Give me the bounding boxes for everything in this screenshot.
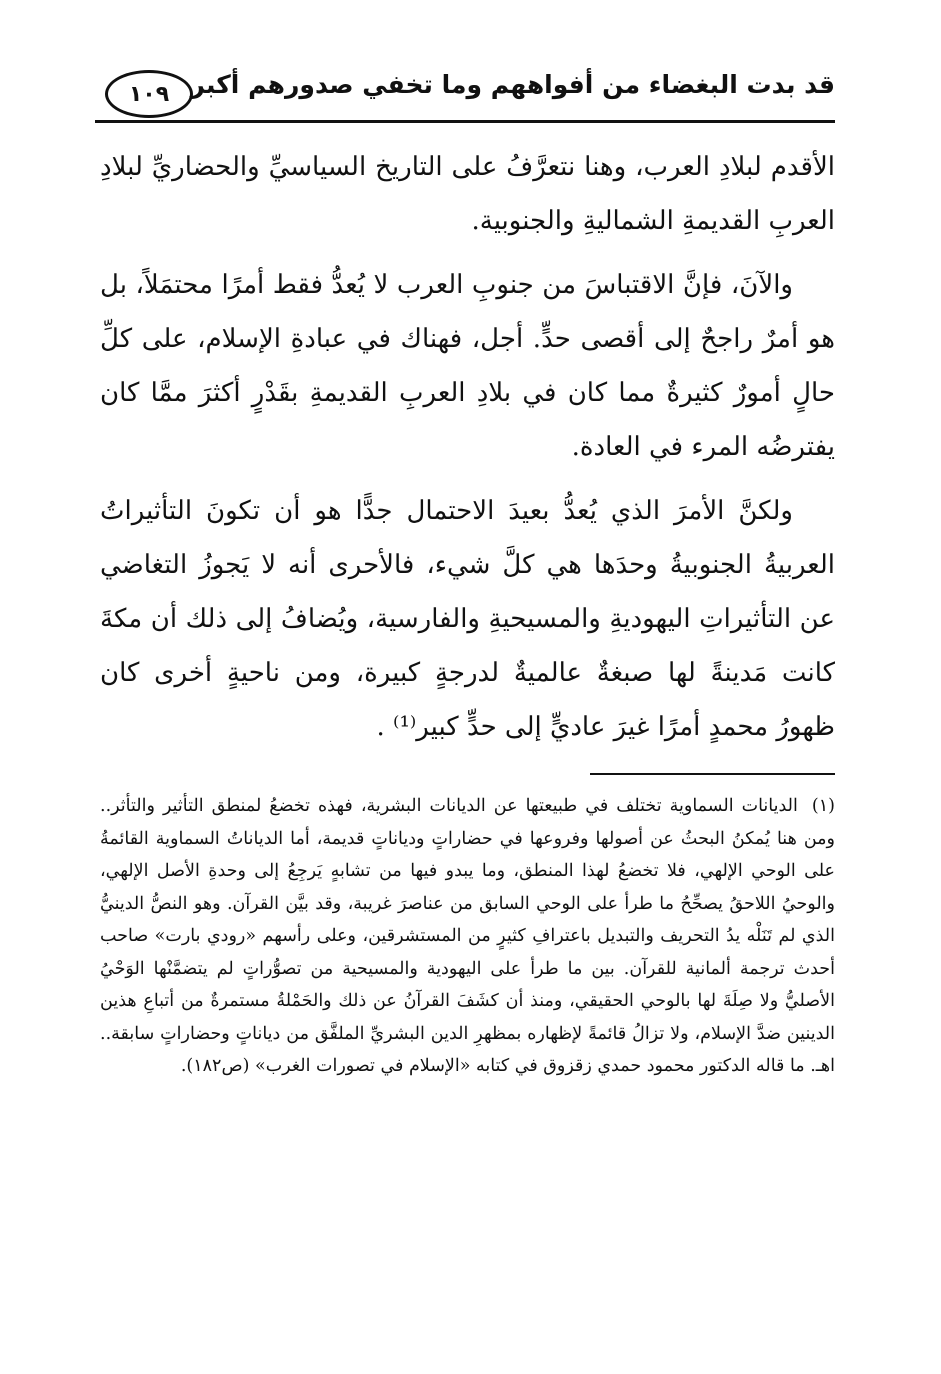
page-number-badge: ١٠٩: [105, 70, 193, 118]
header-rule: [95, 120, 835, 123]
footnote-text: الديانات السماوية تختلف في طبيعتها عن الديانات البشرية، فهذه تخضعُ لمنطق التأثير والتأثر.. ومن هنا يُمكنُ البحثُ عن أصولها وفروعها في حضاراتٍ ودياناتٍ قديمة، أما الدياناتُ السماوية القائمةُ على الوحي الإلهي، فلا تخضعُ لهذا المنطق، وما يبدو فيها من تشابهٍ يَرجِعُ إلى وحدةِ الأصل الإلهي، والوحيُ اللاحقُ يصحِّحُ ما طرأ على الوحي السابق من عناصرَ غريبة، وقد بيَّن القرآن. وهو النصُّ الدينيُّ الذي لم تَنَلْه يدُ التحريف والتبديل باعترافِ كثيرٍ من المستشرقين، وعلى رأسهم «رودي بارت» صاحب أحدث ترجمة ألمانية للقرآن. بين ما طرأ على اليهودية والمسيحية من تصوُّراتٍ لم يتضمَّنْها الوَحْيُ الأصليُّ ولا صِلَةَ لها بالوحي الحقيقي، ومنذ أن كشَفَ القرآنُ عن ذلك والحَمْلةُ مستمرةٌ من أتباعِ هذين الدينين ضدَّ الإسلام، ولا تزالُ قائمةً لإظهاره بمظهرِ الدين البشريِّ الملفَّق من دياناتٍ وحضاراتٍ سابقة.. اهـ. ما قاله الدكتور محمود حمدي زقزوق في كتابه «الإسلام في تصورات الغرب» (ص١٨٢).: [100, 796, 835, 1076]
body-paragraph: ولكنَّ الأمرَ الذي يُعدُّ بعيدَ الاحتمال جدًّا هو أن تكونَ التأثيراتُ العربيةُ الجنوبيةُ وحدَها هي كلَّ شيء، فالأحرى أنه لا يَجوزُ التغاضي عن التأثيراتِ اليهوديةِ والمسيحيةِ والفارسية، ويُضافُ إلى ذلك أن مكةَ كانت مَدينةً لها صبغةٌ عالميةٌ لدرجةٍ كبيرة، ومن ناحيةٍ أخرى كان ظهورُ محمدٍ أمرًا غيرَ عاديٍّ إلى حدٍّ كبير⁽¹⁾ .: [100, 496, 835, 742]
body-paragraph: الأقدم لبلادِ العرب، وهنا نتعرَّفُ على التاريخ السياسيِّ والحضاريِّ لبلادِ العربِ القديمةِ الشماليةِ والجنوبية.: [100, 152, 835, 236]
running-title: قد بدت البغضاء من أفواههم وما تخفي صدورهم أكبر: [190, 70, 835, 99]
footnote-marker: (١): [811, 796, 835, 816]
page-header: [95, 62, 835, 126]
main-text: [100, 140, 835, 764]
footnote: [100, 790, 835, 1083]
body-paragraph: والآنَ، فإنَّ الاقتباسَ من جنوبِ العرب لا يُعدُّ فقط أمرًا محتمَلاً، بل هو أمرٌ راجحٌ إلى أقصى حدٍّ. أجل، فهناك في عبادةِ الإسلام، على كلِّ حالٍ أمورٌ كثيرةٌ مما كان في بلادِ العربِ القديمةِ بقَدْرٍ أكثرَ ممَّا كان يفترضُه المرء في العادة.: [100, 270, 835, 462]
footnote-separator: [590, 773, 835, 775]
